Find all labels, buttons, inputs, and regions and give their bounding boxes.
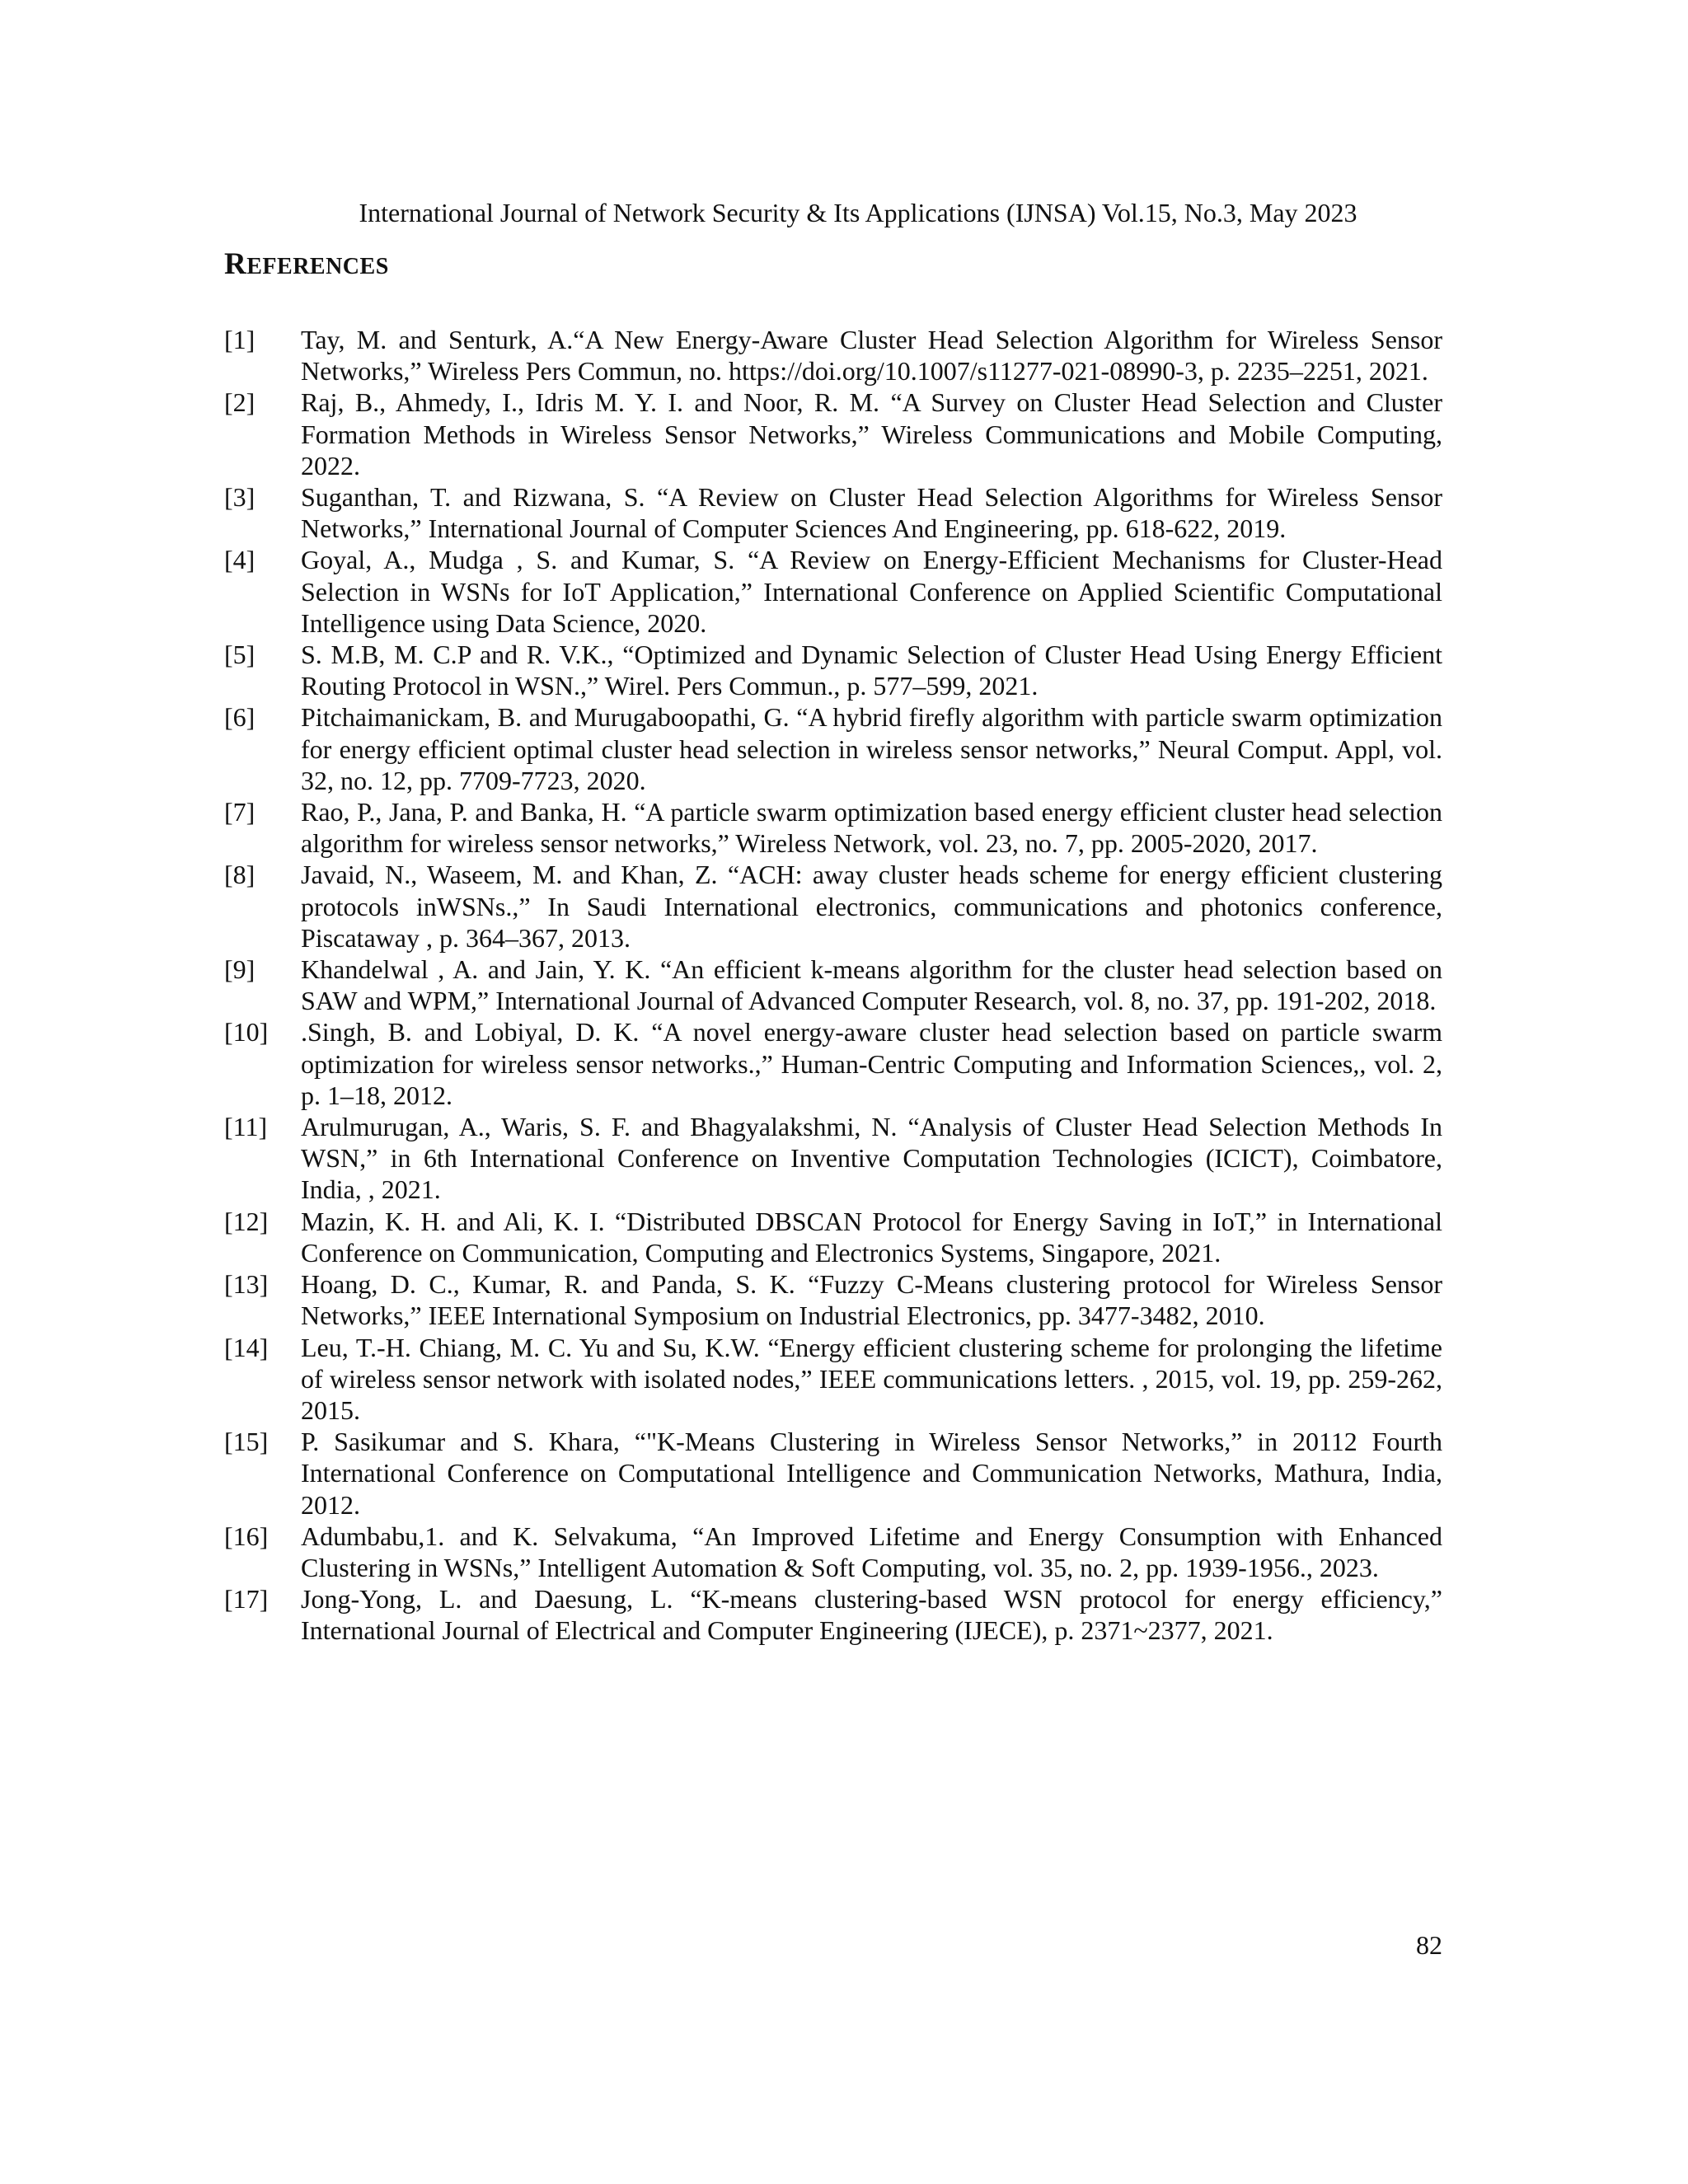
reference-item: [224, 544, 1442, 639]
reference-text: Mazin, K. H. and Ali, K. I. “Distributed DBSCAN Protocol for Energy Saving in IoT,” in International Conference on Communication, Computing and Electronics Systems, Singapore, 2021.: [301, 1206, 1442, 1268]
reference-item: [224, 387, 1442, 481]
reference-number: [5]: [224, 640, 256, 670]
reference-number: [10]: [224, 1017, 269, 1047]
reference-text: Rao, P., Jana, P. and Banka, H. “A particle swarm optimization based energy efficient cluster head selection algorithm for wireless sensor networks,” Wireless Network, vol. 23, no. 7, pp. 2005-2020, 2017.: [301, 797, 1442, 859]
reference-text: S. M.B, M. C.P and R. V.K., “Optimized and Dynamic Selection of Cluster Head Using Energy Efficient Routing Protocol in WSN.,” Wirel. Pers Commun., p. 577–599, 2021.: [301, 640, 1442, 701]
reference-text: .Singh, B. and Lobiyal, D. K. “A novel energy-aware cluster head selection based on particle swarm optimization for wireless sensor networks.,” Human-Centric Computing and Information Sciences,, vol. 2, p. 1–18, 2012.: [301, 1017, 1442, 1110]
reference-item: [224, 1111, 1442, 1206]
reference-number: [15]: [224, 1427, 269, 1457]
reference-number: [8]: [224, 860, 256, 890]
reference-item: [224, 701, 1442, 796]
reference-number: [11]: [224, 1112, 268, 1142]
reference-text: Tay, M. and Senturk, A.“A New Energy-Aware Cluster Head Selection Algorithm for Wireless Sensor Networks,” Wireless Pers Commun, no. https://doi.org/10.1007/s11277-021-08990-3, p. 2235–2251, 2021.: [301, 325, 1442, 387]
reference-text: Jong-Yong, L. and Daesung, L. “K-means clustering-based WSN protocol for energy efficiency,” International Journal of Electrical and Computer Engineering (IJECE), p. 2371~2377, 2021.: [301, 1584, 1442, 1646]
reference-item: [224, 1583, 1442, 1646]
reference-text: Pitchaimanickam, B. and Murugaboopathi, G. “A hybrid firefly algorithm with particle swarm optimization for energy efficient optimal cluster head selection in wireless sensor networks,” Neural Comput. Appl, vol. 32, no. 12, pp. 7709-7723, 2020.: [301, 702, 1442, 795]
reference-item: [224, 1206, 1442, 1268]
running-header: International Journal of Network Security & Its Applications (IJNSA) Vol.15, No.3, May 2023: [359, 198, 1357, 227]
reference-number: [14]: [224, 1332, 269, 1362]
reference-item: [224, 1016, 1442, 1111]
reference-text: Suganthan, T. and Rizwana, S. “A Review on Cluster Head Selection Algorithms for Wireless Sensor Networks,” International Journal of Computer Sciences And Engineering, pp. 618-622, 2019.: [301, 482, 1442, 544]
reference-text: Arulmurugan, A., Waris, S. F. and Bhagyalakshmi, N. “Analysis of Cluster Head Selection Methods In WSN,” in 6th International Conference on Inventive Computation Technologies (ICICT), Coimbatore, India, , 2021.: [301, 1112, 1442, 1205]
reference-item: [224, 796, 1442, 859]
reference-item: [224, 954, 1442, 1016]
heading-initial: R: [224, 247, 247, 281]
reference-text: Hoang, D. C., Kumar, R. and Panda, S. K. “Fuzzy C-Means clustering protocol for Wireless Sensor Networks,” IEEE International Symposium on Industrial Electronics, pp. 3477-3482, 2010.: [301, 1269, 1442, 1331]
reference-text: Javaid, N., Waseem, M. and Khan, Z. “ACH: away cluster heads scheme for energy efficient clustering protocols inWSNs.,” In Saudi International electronics, communications and photonics conference, Piscataway , p. 364–367, 2013.: [301, 860, 1442, 953]
reference-text: Adumbabu,1. and K. Selvakuma, “An Improved Lifetime and Energy Consumption with Enhanced Clustering in WSNs,” Intelligent Automation & Soft Computing, vol. 35, no. 2, pp. 1939-1956., 2023.: [301, 1521, 1442, 1582]
heading-rest: EFERENCES: [246, 254, 389, 279]
reference-text: Leu, T.-H. Chiang, M. C. Yu and Su, K.W. “Energy efficient clustering scheme for prolonging the lifetime of wireless sensor network with isolated nodes,” IEEE communications letters. , 2015, vol. 19, pp. 259-262, 2015.: [301, 1332, 1442, 1425]
reference-number: [17]: [224, 1584, 269, 1615]
reference-number: [9]: [224, 954, 256, 985]
reference-item: [224, 1521, 1442, 1583]
references-heading: [224, 247, 389, 284]
reference-item: [224, 859, 1442, 954]
reference-text: Raj, B., Ahmedy, I., Idris M. Y. I. and Noor, R. M. “A Survey on Cluster Head Selection and Cluster Formation Methods in Wireless Sensor Networks,” Wireless Communications and Mobile Computing, 2022.: [301, 387, 1442, 480]
reference-item: [224, 1268, 1442, 1331]
reference-number: [16]: [224, 1521, 269, 1551]
reference-item: [224, 324, 1442, 387]
reference-item: [224, 1426, 1442, 1521]
reference-item: [224, 481, 1442, 544]
reference-number: [6]: [224, 702, 256, 733]
page-number: 82: [1416, 1930, 1442, 1960]
reference-number: [12]: [224, 1206, 269, 1236]
reference-number: [2]: [224, 387, 256, 418]
reference-item: [224, 1332, 1442, 1427]
reference-number: [13]: [224, 1269, 269, 1300]
reference-number: [3]: [224, 482, 256, 513]
reference-number: [1]: [224, 325, 256, 354]
reference-text: Goyal, A., Mudga , S. and Kumar, S. “A Review on Energy-Efficient Mechanisms for Cluster-Head Selection in WSNs for IoT Application,” International Conference on Applied Scientific Computational Intelligence using Data Science, 2020.: [301, 545, 1442, 638]
reference-number: [4]: [224, 545, 256, 575]
reference-number: [7]: [224, 797, 256, 827]
reference-text: Khandelwal , A. and Jain, Y. K. “An efficient k-means algorithm for the cluster head selection based on SAW and WPM,” International Journal of Advanced Computer Research, vol. 8, no. 37, pp. 191-202, 2018.: [301, 954, 1442, 1016]
reference-list: [224, 324, 1442, 1647]
reference-text: P. Sasikumar and S. Khara, “"K-Means Clustering in Wireless Sensor Networks,” in 20112 Fourth International Conference on Computational Intelligence and Communication Networks, Mathura, India, 2012.: [301, 1427, 1442, 1520]
reference-item: [224, 639, 1442, 701]
